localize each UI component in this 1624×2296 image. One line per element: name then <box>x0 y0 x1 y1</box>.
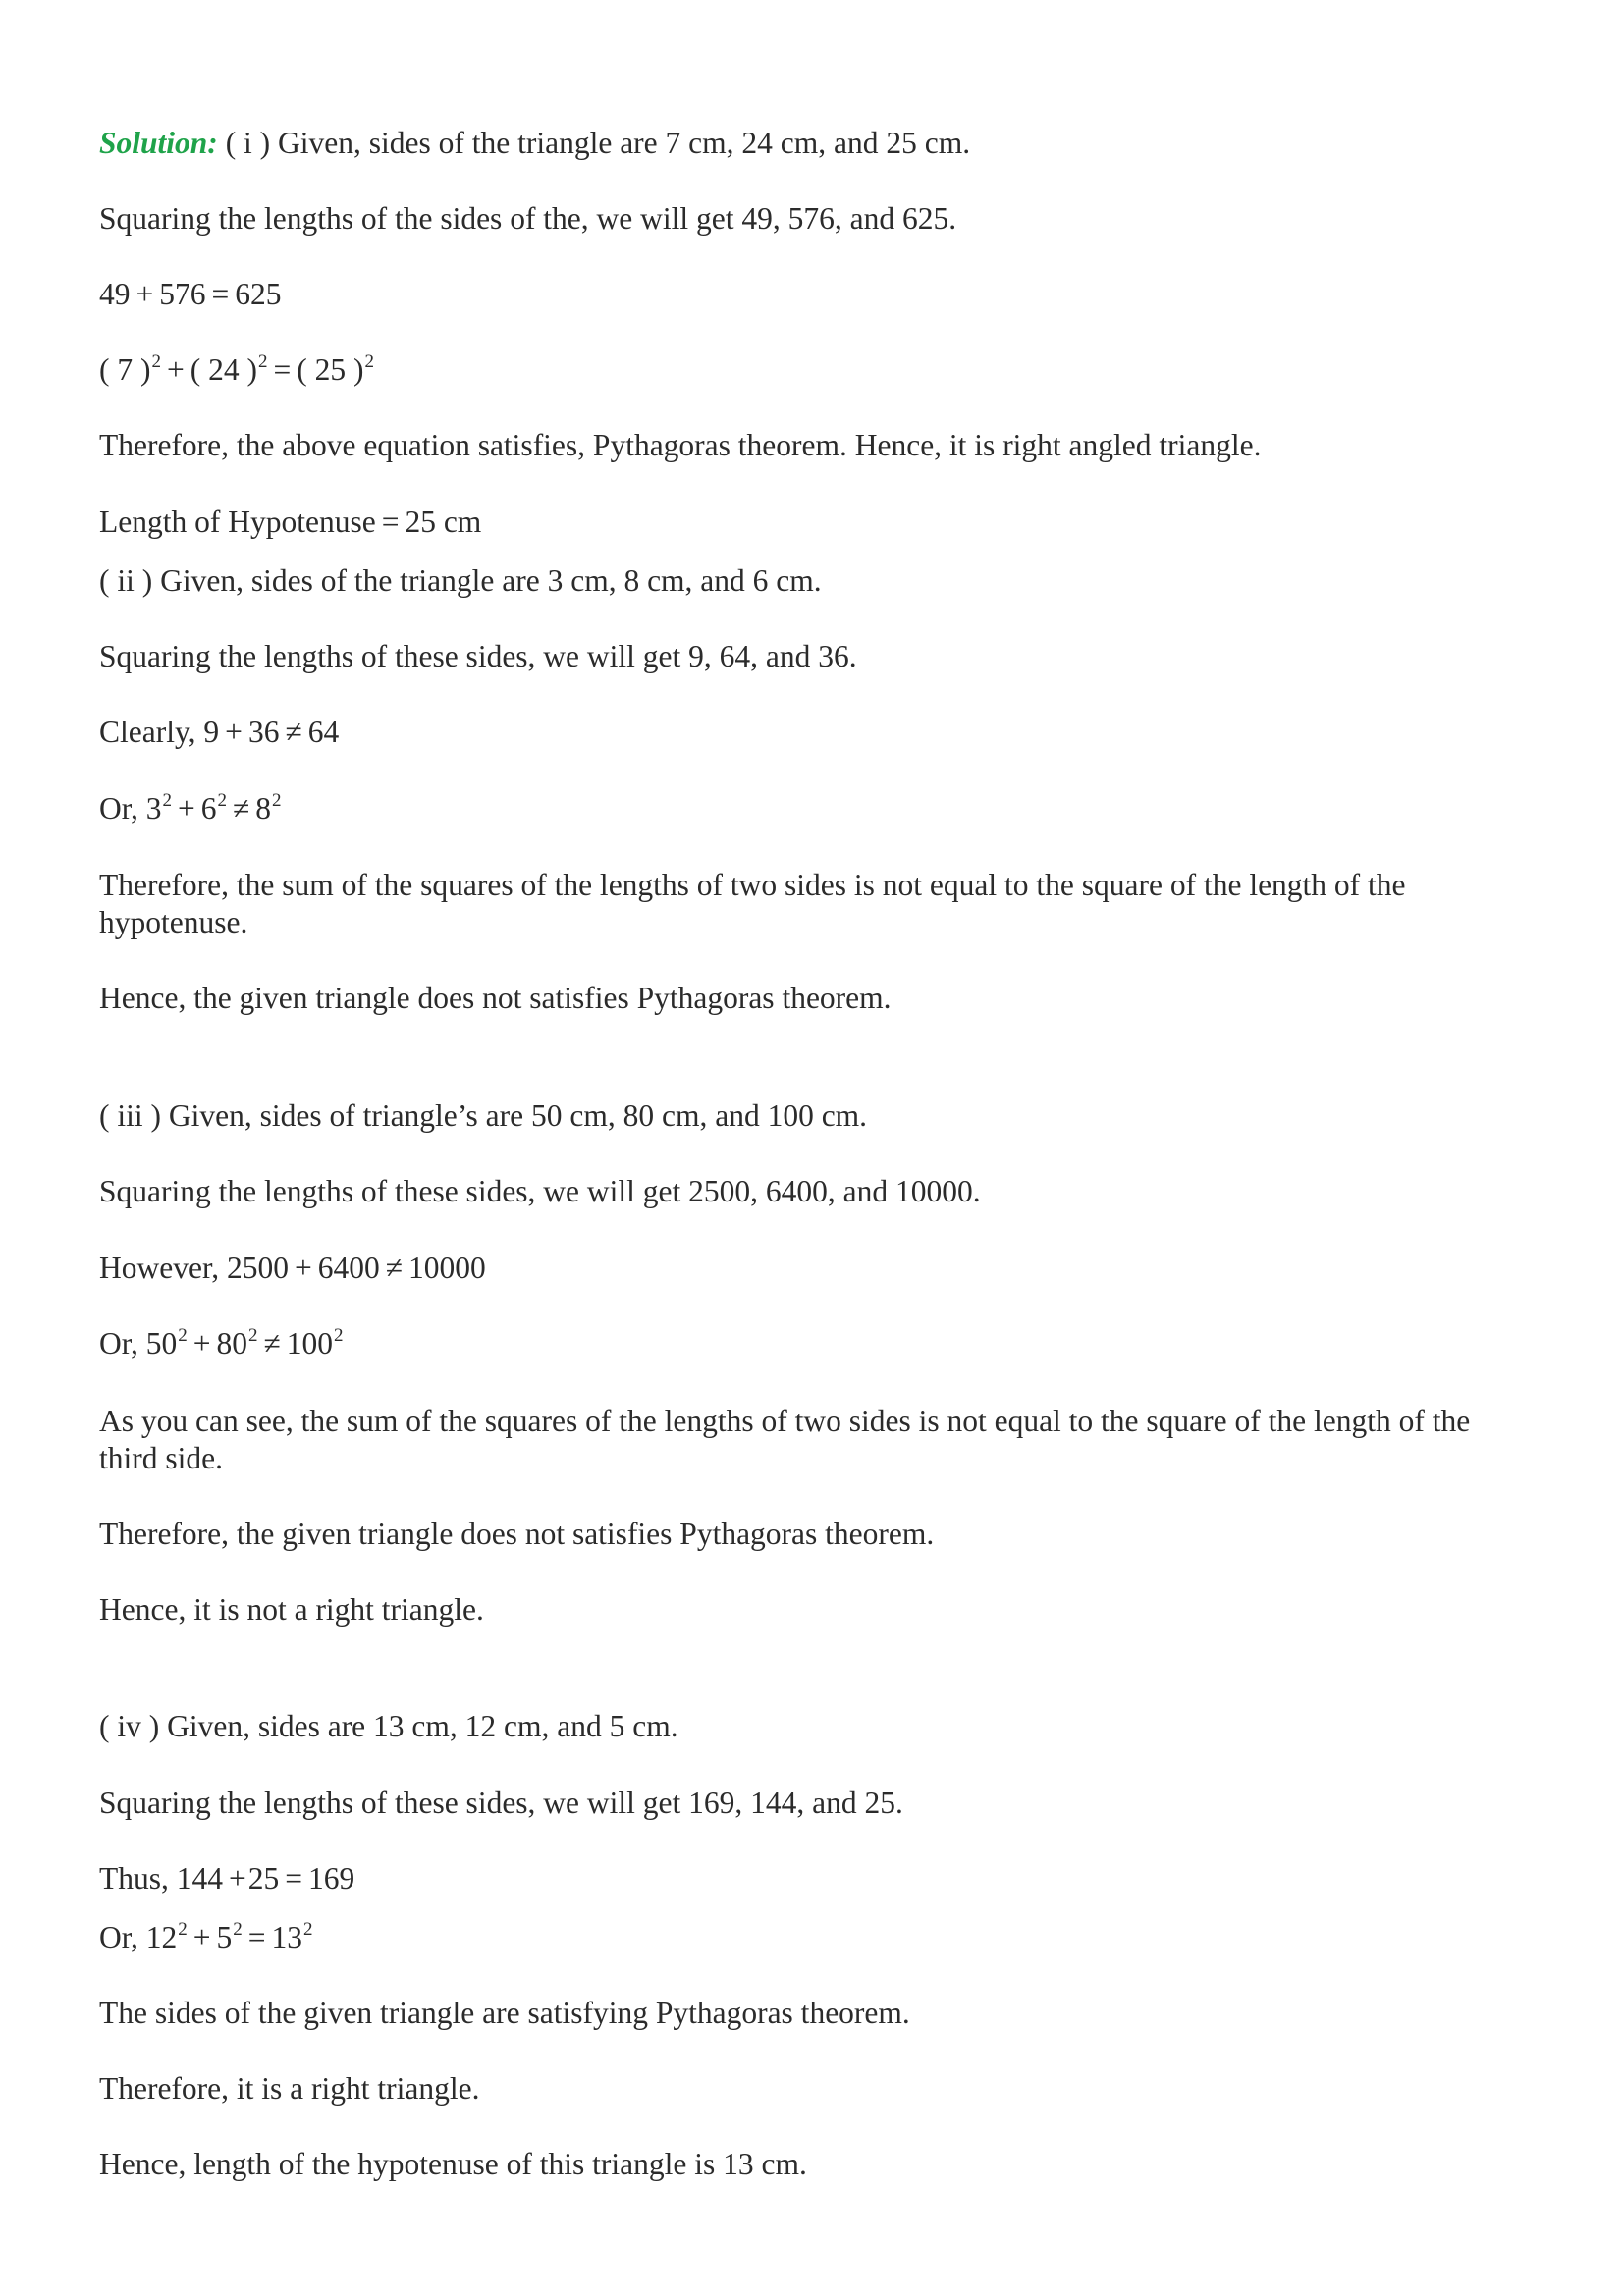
solution-i-sum-equation: 49 + 576 = 625 <box>99 277 282 311</box>
solution-iv-squaring: Squaring the lengths of these sides, we will get 169, 144, and 25. <box>99 1786 903 1820</box>
solution-iii-square-inequality: Or, $50^2 + 80^2 \ne 100^2$ <box>99 1325 344 1361</box>
solution-i-conclusion: Therefore, the above equation satisfies, Pythagoras theorem. Hence, it is right angled triangle. <box>99 428 1262 462</box>
solution-i-hypotenuse: Length of Hypotenuse = 25 cm <box>99 505 482 539</box>
solution-i-squaring: Squaring the lengths of the sides of the, we will get 49, 576, and 625. <box>99 201 957 236</box>
solution-iii-given: ( iii ) Given, sides of triangle’s are 50 cm, 80 cm, and 100 cm. <box>99 1098 868 1133</box>
solution-i-given: Solution: ( i ) Given, sides of the triangle are 7 cm, 24 cm, and 25 cm. <box>99 126 971 160</box>
solution-i-square-equation: ( 7 )$^2$ + ( 24 )$^2$ = ( 25 )$^2$ <box>99 351 374 387</box>
solution-ii-given: ( ii ) Given, sides of the triangle are 3 cm, 8 cm, and 6 cm. <box>99 563 822 598</box>
solution-ii-squaring: Squaring the lengths of these sides, we will get 9, 64, and 36. <box>99 639 857 673</box>
solution-ii-square-inequality: Or, $3^2 + 6^2 \ne 8^2$ <box>99 790 282 826</box>
solution-ii-hence: Hence, the given triangle does not satisfies Pythagoras theorem. <box>99 981 892 1015</box>
solution-iii-as-you-can-see: As you can see, the sum of the squares of the lengths of two sides is not equal to the square of the length of the third side. <box>99 1404 1471 1475</box>
solution-iii-however-equation: However, 2500 + 6400 ≠ 10000 <box>99 1251 486 1285</box>
solution-iv-therefore: Therefore, it is a right triangle. <box>99 2071 480 2106</box>
solution-iii-therefore: Therefore, the given triangle does not satisfies Pythagoras theorem. <box>99 1517 935 1551</box>
solution-iii-hence: Hence, it is not a right triangle. <box>99 1592 484 1627</box>
solution-iv-thus-equation: Thus, 144 +25 = 169 <box>99 1861 355 1896</box>
solution-iii-squaring: Squaring the lengths of these sides, we will get 2500, 6400, and 10000. <box>99 1174 981 1208</box>
solution-iv-hence: Hence, length of the hypotenuse of this triangle is 13 cm. <box>99 2147 807 2181</box>
solution-iv-sides-satisfy: The sides of the given triangle are satisfying Pythagoras theorem. <box>99 1996 910 2030</box>
solution-iv-square-equation: Or, $12^2 + 5^2 = 13^2$ <box>99 1919 313 1954</box>
solution-iv-given: ( iv ) Given, sides are 13 cm, 12 cm, and 5 cm. <box>99 1709 678 1743</box>
solution-ii-clearly-equation: Clearly, 9 + 36 ≠ 64 <box>99 715 340 749</box>
solution-label: Solution: <box>99 126 218 160</box>
solution-ii-therefore: Therefore, the sum of the squares of the lengths of two sides is not equal to the square of the length of the hypotenuse. <box>99 868 1406 939</box>
